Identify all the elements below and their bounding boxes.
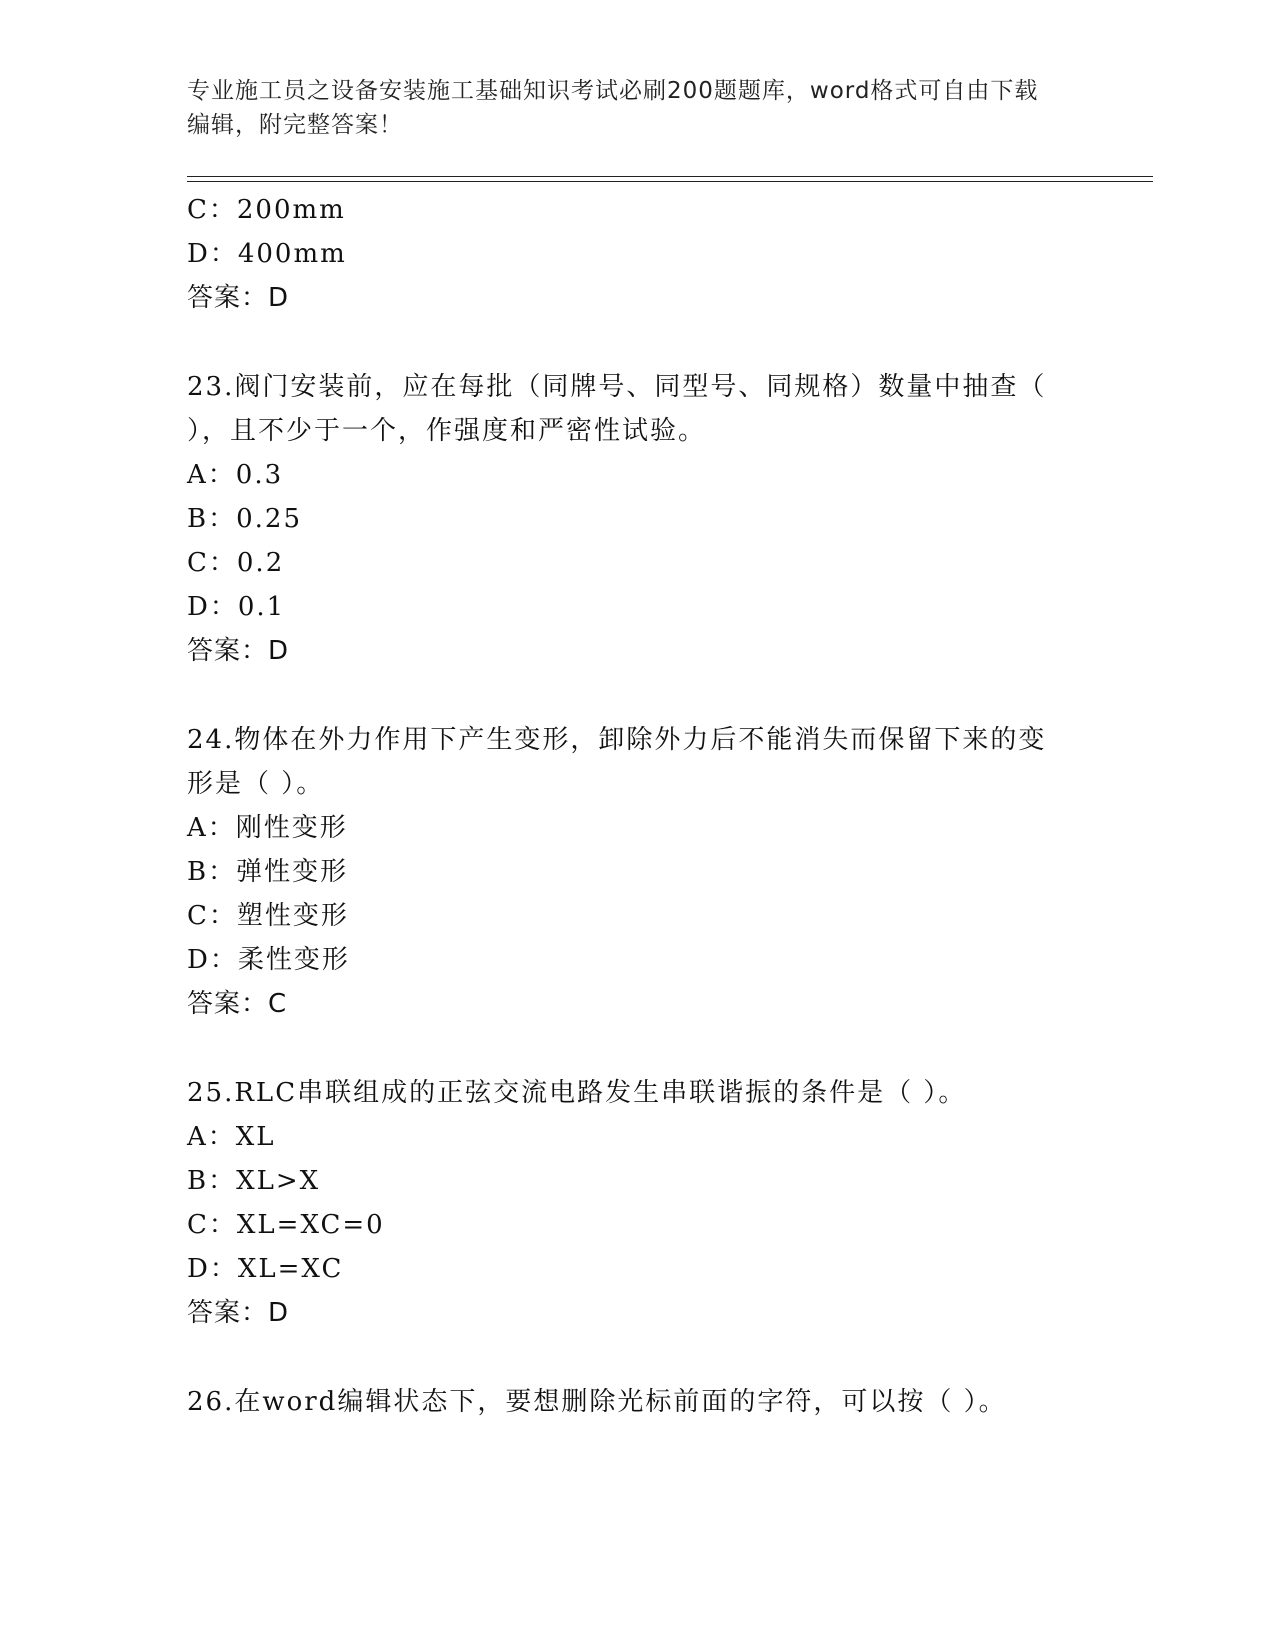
q24-option-c: C：塑性变形 [187,901,349,931]
q25-option-c: C：XL=XC=0 [187,1210,385,1240]
q26-stem-line-1: 26.在word编辑状态下，要想删除光标前面的字符，可以按（ ）。 [187,1387,1007,1417]
header-divider-bottom [187,181,1153,182]
document-title [187,74,1067,142]
q25-option-d: D：XL=XC [187,1254,344,1284]
q23-stem-line-1: 23.阀门安装前，应在每批（同牌号、同型号、同规格）数量中抽查（ [187,372,1047,402]
q24-stem-line-2: 形是（ ）。 [187,769,325,799]
q24-option-a: A：刚性变形 [187,813,348,843]
q23-option-d: D：0.1 [187,592,286,622]
q22-answer: 答案：D [187,283,290,313]
q23-answer: 答案：D [187,636,290,666]
q24-option-b: B：弹性变形 [187,857,349,887]
q24-option-d: D：柔性变形 [187,945,350,975]
q25-option-b: B：XL>X [187,1166,321,1196]
document-title-line-1: 专业施工员之设备安装施工基础知识考试必刷200题题库，word格式可自由下载 [187,78,1039,104]
q23-option-c: C：0.2 [187,548,285,578]
q23-stem-line-2: ），且不少于一个，作强度和严密性试验。 [187,416,707,446]
header-divider-top [187,176,1153,177]
q25-option-a: A：XL [187,1122,276,1152]
q23-option-b: B：0.25 [187,504,302,534]
q22-option-c: C：200mm [187,195,346,225]
q24-stem-line-1: 24.物体在外力作用下产生变形，卸除外力后不能消失而保留下来的变 [187,725,1047,755]
q24-answer: 答案：C [187,989,288,1019]
q22-option-d: D：400mm [187,239,347,269]
q25-stem-line-1: 25.RLC串联组成的正弦交流电路发生串联谐振的条件是（ ）。 [187,1078,967,1108]
document-title-line-2: 编辑，附完整答案！ [187,112,403,138]
q23-option-a: A：0.3 [187,460,284,490]
q25-answer: 答案：D [187,1298,290,1328]
